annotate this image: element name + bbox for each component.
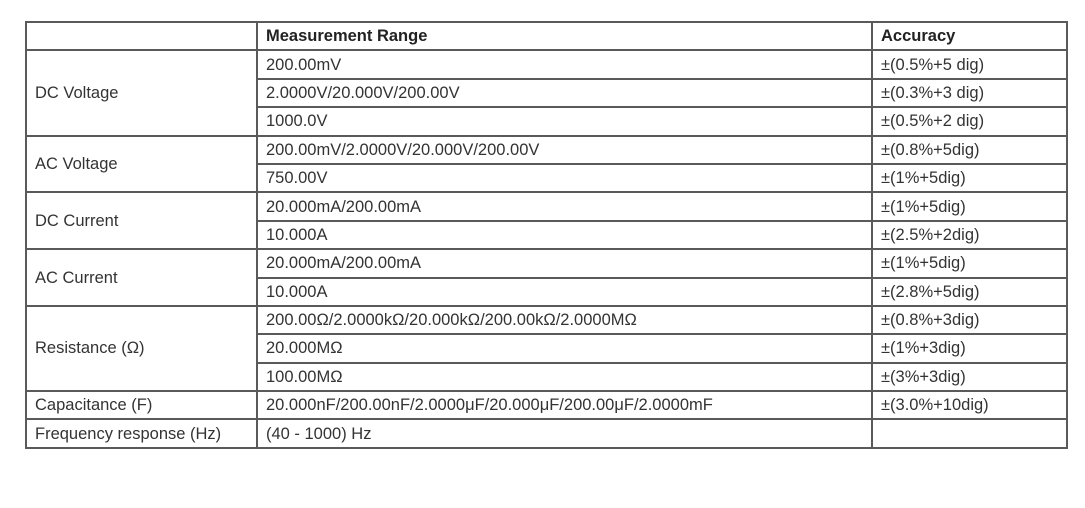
accuracy-cell: ±(1%+5dig) (872, 164, 1067, 192)
accuracy-cell: ±(1%+3dig) (872, 334, 1067, 362)
range-cell: 20.000mA/200.00mA (257, 192, 872, 220)
parameter-cell: DC Current (26, 192, 257, 249)
parameter-cell: Frequency response (Hz) (26, 419, 257, 447)
parameter-cell: Resistance (Ω) (26, 306, 257, 391)
accuracy-cell: ±(3%+3dig) (872, 363, 1067, 391)
table-row (26, 419, 1067, 447)
parameter-cell: AC Voltage (26, 136, 257, 193)
table-row (26, 50, 1067, 78)
accuracy-cell: ±(2.5%+2dig) (872, 221, 1067, 249)
header-measurement-range: Measurement Range (257, 22, 872, 50)
accuracy-cell: ±(2.8%+5dig) (872, 278, 1067, 306)
range-cell: 2.0000V/20.000V/200.00V (257, 79, 872, 107)
range-cell: 20.000mA/200.00mA (257, 249, 872, 277)
range-cell: 20.000MΩ (257, 334, 872, 362)
table-row (26, 391, 1067, 419)
table-row (26, 192, 1067, 220)
range-cell: 10.000A (257, 221, 872, 249)
range-cell: 100.00MΩ (257, 363, 872, 391)
accuracy-cell: ±(0.3%+3 dig) (872, 79, 1067, 107)
accuracy-cell (872, 419, 1067, 447)
table-row (26, 249, 1067, 277)
range-cell: 750.00V (257, 164, 872, 192)
parameter-cell: AC Current (26, 249, 257, 306)
table-row (26, 306, 1067, 334)
range-cell: 1000.0V (257, 107, 872, 135)
header-row (26, 22, 1067, 50)
accuracy-cell: ±(0.5%+2 dig) (872, 107, 1067, 135)
range-cell: 200.00Ω/2.0000kΩ/20.000kΩ/200.00kΩ/2.0000MΩ (257, 306, 872, 334)
parameter-cell: DC Voltage (26, 50, 257, 135)
range-cell: (40 - 1000) Hz (257, 419, 872, 447)
range-cell: 20.000nF/200.00nF/2.0000μF/20.000μF/200.00μF/2.0000mF (257, 391, 872, 419)
accuracy-cell: ±(0.8%+5dig) (872, 136, 1067, 164)
accuracy-cell: ±(3.0%+10dig) (872, 391, 1067, 419)
header-accuracy: Accuracy (872, 22, 1067, 50)
parameter-cell: Capacitance (F) (26, 391, 257, 419)
range-cell: 10.000A (257, 278, 872, 306)
accuracy-cell: ±(1%+5dig) (872, 249, 1067, 277)
header-parameter (26, 22, 257, 50)
table-row (26, 136, 1067, 164)
range-cell: 200.00mV (257, 50, 872, 78)
spec-table (25, 21, 1068, 449)
accuracy-cell: ±(0.8%+3dig) (872, 306, 1067, 334)
accuracy-cell: ±(0.5%+5 dig) (872, 50, 1067, 78)
range-cell: 200.00mV/2.0000V/20.000V/200.00V (257, 136, 872, 164)
accuracy-cell: ±(1%+5dig) (872, 192, 1067, 220)
